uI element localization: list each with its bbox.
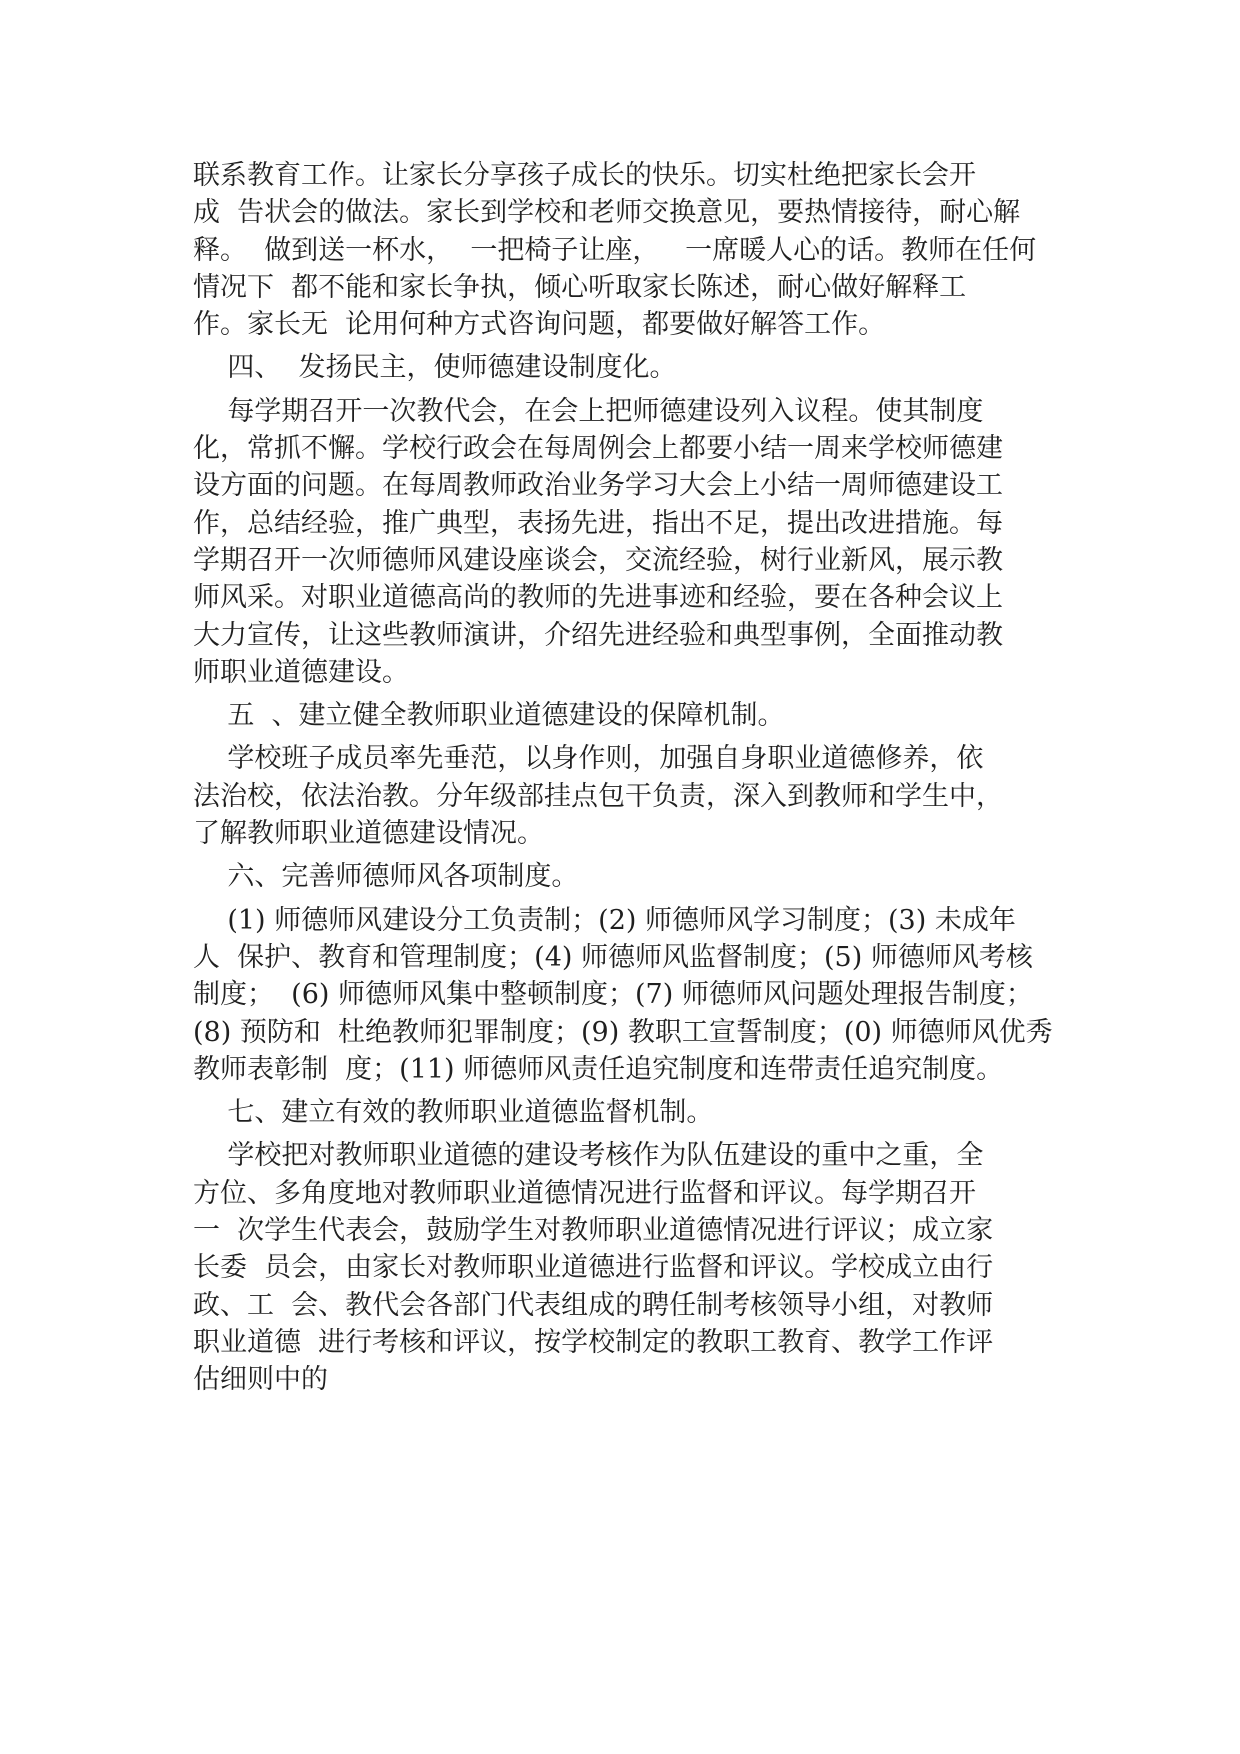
text-line: (1) 师德师风建设分工负责制；(2) 师德师风学习制度；(3) 未成年 [193, 904, 1016, 936]
text-line: 学校把对教师职业道德的建设考核作为队伍建设的重中之重，全 [193, 1140, 984, 1172]
paragraph-family-contact [193, 157, 1053, 343]
paragraph-leadership [193, 740, 1053, 852]
text-line: 学校班子成员率先垂范，以身作则，加强自身职业道德修养，依 [193, 743, 984, 775]
text-line: 师风采。对职业道德高尚的教师的先进事迹和经验，要在各种会议上 [193, 582, 1003, 614]
paragraph-systems-list [193, 902, 1053, 1088]
heading-text: 四、 发扬民主，使师德建设制度化。 [193, 352, 677, 384]
text-line: 职业道德 进行考核和评议，按学校制定的教职工教育、教学工作评 [193, 1326, 994, 1358]
text-line: 学期召开一次师德师风建设座谈会，交流经验，树行业新风，展示教 [193, 544, 1003, 576]
text-line: 释。 做到送一杯水， 一把椅子让座， 一席暖人心的话。教师在任何 [193, 234, 1037, 266]
text-line: 政、工 会、教代会各部门代表组成的聘任制考核领导小组，对教师 [193, 1289, 994, 1321]
text-line: 人 保护、教育和管理制度；(4) 师德师风监督制度；(5) 师德师风考核 [193, 941, 1033, 973]
section-heading-6 [193, 858, 1053, 895]
section-heading-7 [193, 1094, 1053, 1131]
text-line: 作。家长无 论用何种方式咨询问题，都要做好解答工作。 [193, 309, 886, 341]
text-line: 大力宣传，让这些教师演讲，介绍先进经验和典型事例，全面推动教 [193, 619, 1003, 651]
text-line: 成 告状会的做法。家长到学校和老师交换意见，要热情接待，耐心解 [193, 197, 1021, 229]
text-line: 化，常抓不懈。学校行政会在每周例会上都要小结一周来学校师德建 [193, 433, 1003, 465]
section-heading-5 [193, 697, 1053, 734]
text-line: 方位、多角度地对教师职业道德情况进行监督和评议。每学期召开 [193, 1177, 976, 1209]
heading-text: 六、完善师德师风各项制度。 [193, 861, 579, 893]
paragraph-supervision [193, 1137, 1053, 1398]
text-line: 估细则中的 [193, 1364, 328, 1396]
heading-text: 五 、建立健全教师职业道德建设的保障机制。 [193, 700, 785, 732]
paragraph-democracy [193, 393, 1053, 691]
text-line: 作，总结经验，推广典型，表扬先进，指出不足，提出改进措施。每 [193, 507, 1003, 539]
text-line: 制度； (6) 师德师风集中整顿制度；(7) 师德师风问题处理报告制度； [193, 979, 1033, 1011]
text-line: 法治校，依法治教。分年级部挂点包干负责，深入到教师和学生中， [193, 780, 1003, 812]
text-line: 师职业道德建设。 [193, 656, 409, 688]
text-line: 长委 员会，由家长对教师职业道德进行监督和评议。学校成立由行 [193, 1252, 994, 1284]
text-line: 一 次学生代表会，鼓励学生对教师职业道德情况进行评议；成立家 [193, 1215, 994, 1247]
text-line: 联系教育工作。让家长分享孩子成长的快乐。切实杜绝把家长会开 [193, 160, 976, 191]
text-line: 教师表彰制 度；(11) 师德师风责任追究制度和连带责任追究制度。 [193, 1053, 1004, 1085]
text-line: 设方面的问题。在每周教师政治业务学习大会上小结一周师德建设工 [193, 470, 1003, 502]
section-heading-4 [193, 349, 1053, 386]
text-line: 情况下 都不能和家长争执，倾心听取家长陈述，耐心做好解释工 [193, 271, 967, 303]
text-line: (8) 预防和 杜绝教师犯罪制度；(9) 教职工宣誓制度；(0) 师德师风优秀 [193, 1016, 1053, 1048]
document-body [193, 157, 1053, 1399]
text-line: 每学期召开一次教代会，在会上把师德建设列入议程。使其制度 [193, 395, 984, 427]
heading-text: 七、建立有效的教师职业道德监督机制。 [193, 1097, 714, 1129]
text-line: 了解教师职业道德建设情况。 [193, 818, 544, 850]
